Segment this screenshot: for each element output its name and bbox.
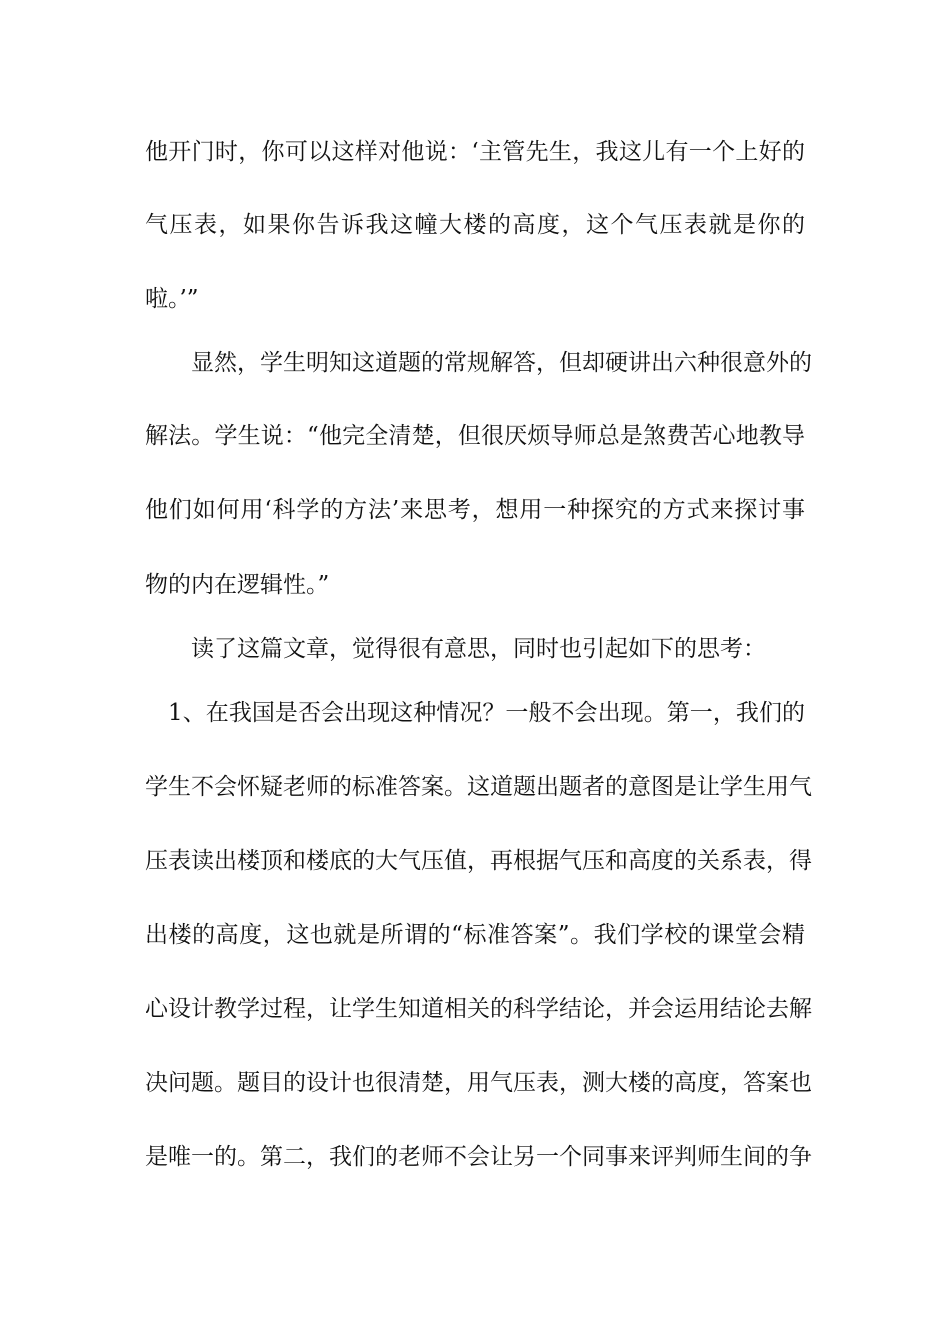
text-line: 啦。’”: [145, 286, 199, 312]
text-line: 他开门时，你可以这样对他说：‘主管先生，我这儿有一个上好的: [145, 139, 805, 165]
text-line: 解法。学生说：“他完全清楚，但很厌烦导师总是煞费苦心地教导: [145, 423, 805, 449]
text-line: 他们如何用‘科学的方法’来思考，想用一种探究的方式来探讨事: [145, 497, 805, 523]
text-line: 是唯一的。第二，我们的老师不会让另一个同事来评判师生间的争: [145, 1144, 812, 1170]
text-line: 决问题。题目的设计也很清楚，用气压表，测大楼的高度，答案也: [145, 1070, 812, 1096]
text-line: 心设计教学过程，让学生知道相关的科学结论，并会运用结论去解: [145, 996, 812, 1022]
text-line: 压表读出楼顶和楼底的大气压值，再根据气压和高度的关系表，得: [145, 848, 812, 874]
text-line: 显然，学生明知这道题的常规解答，但却硬讲出六种很意外的: [145, 350, 812, 376]
text-line: 物的内在逻辑性。”: [145, 572, 330, 598]
text-line: 1、在我国是否会出现这种情况？一般不会出现。第一，我们的: [145, 700, 805, 726]
text-line: 出楼的高度，这也就是所谓的“标准答案”。我们学校的课堂会精: [145, 922, 805, 948]
text-line: 气压表，如果你告诉我这幢大楼的高度，这个气压表就是你的: [145, 212, 805, 238]
text-line: 学生不会怀疑老师的标准答案。这道题出题者的意图是让学生用气: [145, 774, 812, 800]
text-line: 读了这篇文章，觉得很有意思，同时也引起如下的思考：: [145, 636, 766, 662]
